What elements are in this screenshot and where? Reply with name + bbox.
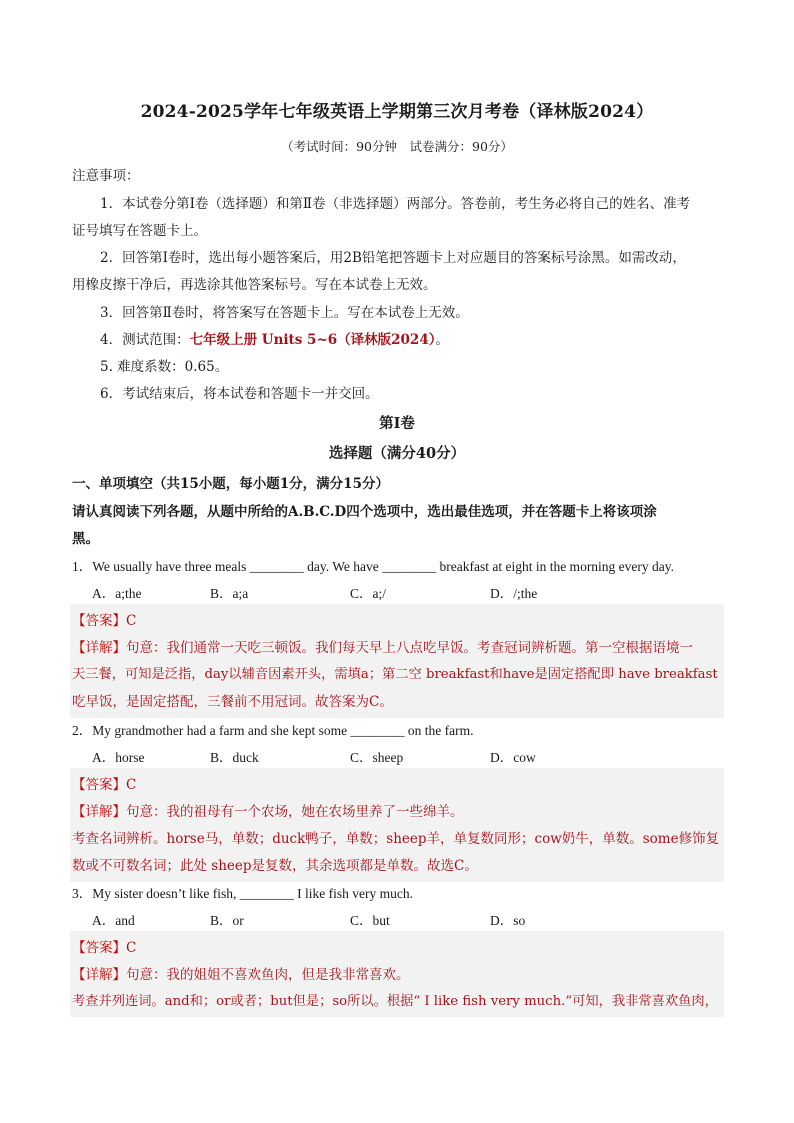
detail-label: 【详解】 [72, 804, 126, 820]
notice-item-3: 3．回答第Ⅱ卷时，将答案写在答题卡上。写在本试卷上无效。 [100, 305, 469, 321]
answer-2 [72, 773, 724, 793]
question-1-options [92, 582, 537, 602]
option-a: A．a;the [92, 586, 142, 601]
option-c: C．sheep [350, 750, 404, 765]
option-b: B．a;a [210, 586, 249, 601]
detail-label: 【详解】 [72, 640, 126, 656]
detail-3-line-2: 考查并列连词。and和；or或者；but但是；so所以。根据“ I like fish very much.”可知，我非常喜欢鱼肉， [72, 994, 718, 1009]
answer-3 [72, 936, 724, 956]
section-instruction-cont: 黑。 [72, 531, 99, 547]
question-1-text: 1．We usually have three meals ________ day. We have ________ breakfast at eight in the morning every day. [72, 559, 675, 574]
option-d: D．/;the [490, 586, 538, 601]
notice-item-1: 1．本试卷分第Ⅰ卷（选择题）和第Ⅱ卷（非选择题）两部分。答卷前，考生务必将自己的姓名、准考 [100, 196, 691, 212]
notice-item-1-cont: 证号填写在答题卡上。 [72, 223, 207, 239]
answer-value: C [126, 613, 137, 629]
part-title: 第Ⅰ卷 [379, 415, 415, 432]
test-range: 七年级上册 Units 5~6（译林版2024） [189, 332, 436, 348]
option-b: B．duck [210, 750, 259, 765]
option-c: C．a;/ [350, 586, 386, 601]
detail-2-line-2: 考查名词辨析。horse马，单数；duck鸭子，单数；sheep羊，单复数同形；cow奶牛，单数。some修饰复 [72, 831, 720, 847]
answer-value: C [126, 777, 137, 793]
answer-1 [72, 609, 724, 629]
exam-info: （考试时间：90分钟 试卷满分：90分） [281, 139, 513, 154]
detail-text: 句意：我的祖母有一个农场，她在农场里养了一些绵羊。 [126, 804, 464, 820]
detail-1-line-1 [72, 636, 724, 656]
detail-3-line-1 [72, 963, 724, 983]
section-heading: 一、单项填空（共15小题，每小题1分，满分15分） [72, 476, 389, 492]
detail-text: 句意：我的姐姐不喜欢鱼肉，但是我非常喜欢。 [126, 967, 410, 983]
question-3-text: 3．My sister doesn’t like fish, ________ I like fish very much. [72, 886, 413, 901]
answer-label: 【答案】 [72, 940, 126, 956]
detail-text: 句意：我们通常一天吃三顿饭。我们每天早上八点吃早饭。考查冠词辨析题。第一空根据语境一 [126, 640, 693, 656]
detail-2-line-1 [72, 800, 724, 820]
notice-item-2-cont: 用橡皮擦干净后，再选涂其他答案标号。写在本试卷上无效。 [72, 277, 437, 293]
notice-heading: 注意事项： [72, 168, 140, 184]
notice-item-4-suffix: 。 [435, 332, 449, 348]
option-d: D．so [490, 913, 526, 928]
notice-item-4 [100, 328, 724, 348]
section-instruction: 请认真阅读下列各题，从题中所给的A.B.C.D四个选项中，选出最佳选项，并在答题卡上将该项涂 [72, 504, 657, 520]
question-3-options [92, 909, 525, 929]
option-c: C．but [350, 913, 390, 928]
page-title: 2024-2025学年七年级英语上学期第三次月考卷（译林版2024） [140, 102, 654, 122]
answer-label: 【答案】 [72, 613, 126, 629]
notice-item-2: 2．回答第Ⅰ卷时，选出每小题答案后，用2B铅笔把答题卡上对应题目的答案标号涂黑。如需改动， [100, 250, 686, 266]
notice-item-6: 6．考试结束后，将本试卷和答题卡一并交回。 [100, 386, 379, 402]
option-a: A．horse [92, 750, 145, 765]
option-a: A．and [92, 913, 135, 928]
option-b: B．or [210, 913, 244, 928]
part-subtitle: 选择题（满分40分） [328, 445, 466, 462]
question-2-text: 2．My grandmother had a farm and she kept some ________ on the farm. [72, 723, 474, 738]
question-2-options [92, 746, 536, 766]
answer-label: 【答案】 [72, 777, 126, 793]
detail-label: 【详解】 [72, 967, 126, 983]
notice-item-5: 5. 难度系数：0.65。 [100, 359, 229, 375]
detail-1-line-3: 吃早饭，是固定搭配，三餐前不用冠词。故答案为C。 [72, 694, 393, 710]
detail-2-line-3: 数或不可数名词；此处 sheep是复数，其余选项都是单数。故选C。 [72, 858, 478, 874]
notice-item-4-prefix: 4．测试范围： [100, 332, 190, 348]
detail-1-line-2: 天三餐，可知是泛指，day以辅音因素开头，需填a；第二空 breakfast和have是固定搭配即 have breakfast [72, 667, 718, 682]
option-d: D．cow [490, 750, 536, 765]
answer-value: C [126, 940, 137, 956]
